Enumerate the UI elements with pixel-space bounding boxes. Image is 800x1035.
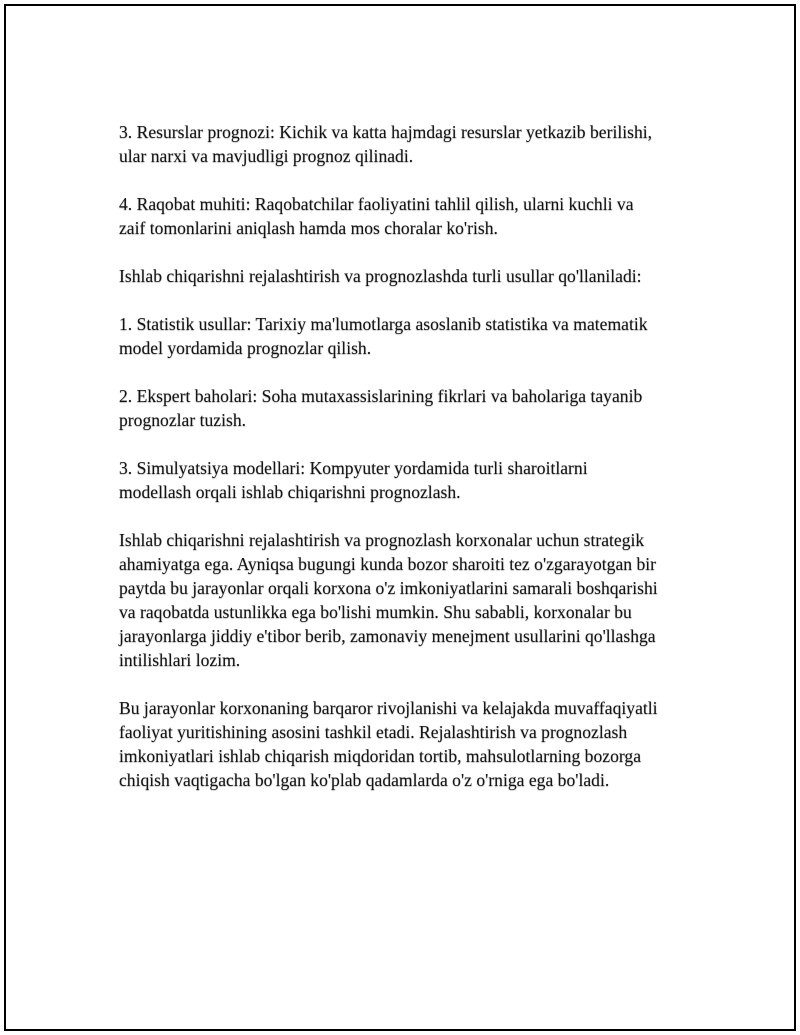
text-line: chiqish vaqtigacha bo'lgan ko'plab qadamlarda o'z o'rniga ega bo'ladi.: [119, 770, 610, 790]
paragraph-resources-forecast: [119, 120, 709, 168]
document-body: [119, 120, 709, 816]
paragraph-strategic-importance: [119, 528, 709, 672]
text-line: prognozlar tuzish.: [119, 410, 247, 430]
text-line: paytda bu jarayonlar orqali korxona o'z imkoniyatlarini samarali boshqarishi: [119, 578, 658, 598]
text-line: 3. Simulyatsiya modellari: Kompyuter yordamida turli sharoitlarni: [119, 458, 588, 478]
paragraph-statistical-methods: [119, 312, 709, 360]
text-line: 1. Statistik usullar: Tarixiy ma'lumotlarga asoslanib statistika va matematik: [119, 314, 648, 334]
text-line: ahamiyatga ega. Ayniqsa bugungi kunda bozor sharoiti tez o'zgarayotgan bir: [119, 554, 657, 574]
text-line: faoliyat yuritishining asosini tashkil etadi. Rejalashtirish va prognozlash: [119, 722, 628, 742]
paragraph-simulation-models: [119, 456, 709, 504]
text-line: Bu jarayonlar korxonaning barqaror rivojlanishi va kelajakda muvaffaqiyatli: [119, 698, 658, 718]
text-line: 2. Ekspert baholari: Soha mutaxassislarining fikrlari va baholariga tayanib: [119, 386, 643, 406]
paragraph-expert-assessments: [119, 384, 709, 432]
text-line: zaif tomonlarini aniqlash hamda mos choralar ko'rish.: [119, 218, 498, 238]
paragraph-competitive-environment: [119, 192, 709, 240]
text-line: ular narxi va mavjudligi prognoz qilinadi.: [119, 146, 414, 166]
text-line: 3. Resurslar prognozi: Kichik va katta hajmdagi resurslar yetkazib berilishi,: [119, 122, 653, 142]
text-line: va raqobatda ustunlikka ega bo'lishi mumkin. Shu sababli, korxonalar bu: [119, 602, 632, 622]
text-line: 4. Raqobat muhiti: Raqobatchilar faoliyatini tahlil qilish, ularni kuchli va: [119, 194, 634, 214]
paragraph-sustainable-development: [119, 696, 709, 792]
text-line: imkoniyatlari ishlab chiqarish miqdoridan tortib, mahsulotlarning bozorga: [119, 746, 642, 766]
document-page: [4, 4, 796, 1031]
text-line: model yordamida prognozlar qilish.: [119, 338, 372, 358]
text-line: Ishlab chiqarishni rejalashtirish va prognozlashda turli usullar qo'llaniladi:: [119, 266, 642, 286]
text-line: Ishlab chiqarishni rejalashtirish va prognozlash korxonalar uchun strategik: [119, 530, 645, 550]
paragraph-methods-intro: [119, 264, 709, 288]
text-line: modellash orqali ishlab chiqarishni prognozlash.: [119, 482, 461, 502]
text-line: intilishlari lozim.: [119, 650, 241, 670]
text-line: jarayonlarga jiddiy e'tibor berib, zamonaviy menejment usullarini qo'llashga: [119, 626, 656, 646]
